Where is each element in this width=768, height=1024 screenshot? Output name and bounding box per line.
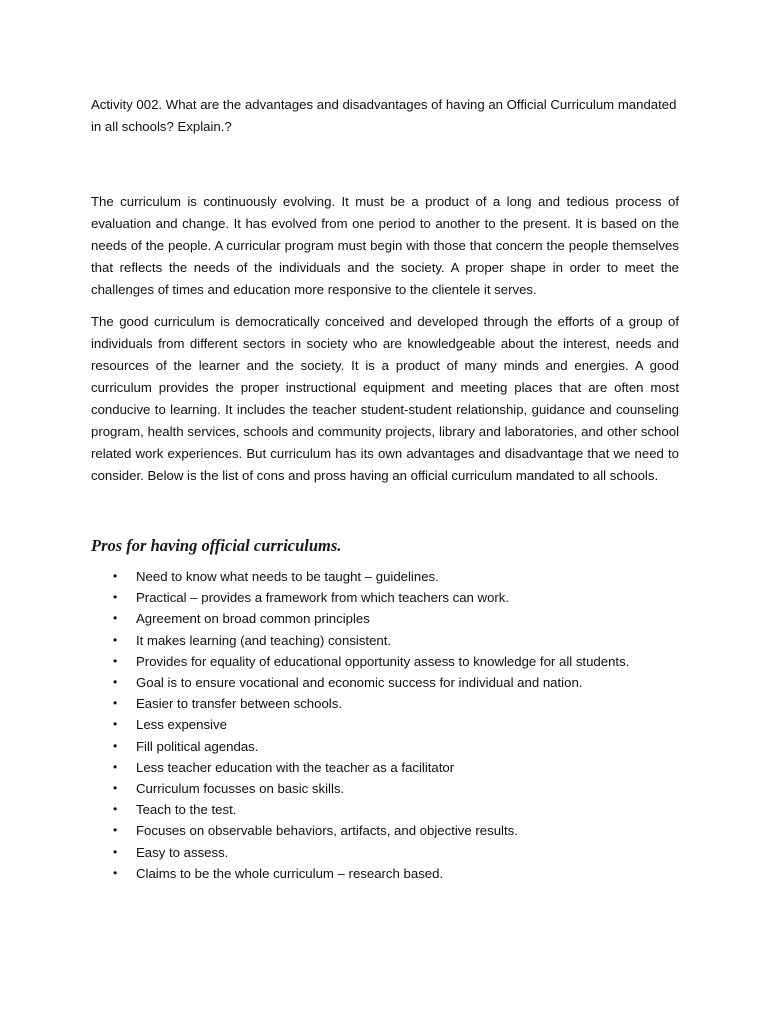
list-item: [91, 757, 679, 778]
paragraph-good-curriculum: The good curriculum is democratically conceived and developed through the efforts of a group of individuals from different sectors in society who are knowledgeable about the interest, needs and resources of the learner and the society. It is a product of many minds and energies. A good curriculum provides the proper instructional equipment and meeting places that are often most conducive to learning. It includes the teacher student-student relationship, guidance and counseling program, health services, schools and community projects, library and laboratories, and other school related work experiences. But curriculum has its own advantages and disadvantage that we need to consider. Below is the list of cons and pross having an official curriculum mandated to all schools.: [91, 314, 679, 483]
list-item: [91, 693, 679, 714]
list-item-text: Agreement on broad common principles: [136, 611, 370, 627]
list-item: [91, 566, 679, 587]
list-item: [91, 778, 679, 799]
bullet-icon: •: [113, 781, 118, 796]
bullet-icon: •: [113, 569, 118, 583]
bullet-icon: •: [113, 844, 118, 859]
paragraph-curriculum-evolving: The curriculum is continuously evolving. It must be a product of a long and tedious process of evaluation and change. It has evolved from one period to another to the present. It is based on the needs of the people. A curricular program must begin with those that concern the people themselves that reflects the needs of the individuals and the society. A proper shape in order to meet the challenges of times and education more responsive to the clientele it serves.: [91, 194, 679, 297]
bullet-icon: •: [113, 590, 118, 605]
list-item-text: Provides for equality of educational opportunity assess to knowledge for all students.: [136, 653, 630, 669]
pros-list: [91, 566, 679, 884]
list-item-text: Practical – provides a framework from which teachers can work.: [136, 590, 510, 606]
list-item-text: Teach to the test.: [136, 802, 237, 818]
list-item-text: It makes learning (and teaching) consistent.: [136, 632, 392, 648]
bullet-icon: •: [113, 717, 118, 732]
list-item-text: Goal is to ensure vocational and economic success for individual and nation.: [136, 675, 583, 691]
document-page: [91, 94, 679, 884]
list-item-text: Fill political agendas.: [136, 738, 259, 754]
bullet-icon: •: [113, 653, 118, 668]
list-item-text: Claims to be the whole curriculum – research based.: [136, 865, 444, 881]
list-item: [91, 651, 679, 672]
list-item-text: Curriculum focusses on basic skills.: [136, 781, 345, 797]
list-item: [91, 736, 679, 757]
bullet-icon: •: [113, 738, 118, 753]
list-item: [91, 608, 679, 629]
bullet-icon: •: [113, 675, 118, 690]
bullet-icon: •: [113, 611, 118, 626]
list-item-text: Easier to transfer between schools.: [136, 696, 342, 712]
list-item: [91, 714, 679, 735]
list-item-text: Need to know what needs to be taught – guidelines.: [136, 569, 439, 584]
list-item: [91, 863, 679, 884]
bullet-icon: •: [113, 823, 118, 838]
bullet-icon: •: [113, 696, 118, 711]
list-item-text: Less teacher education with the teacher as a facilitator: [136, 759, 455, 775]
bullet-icon: •: [113, 759, 118, 774]
bullet-icon: •: [113, 865, 118, 880]
list-item: [91, 799, 679, 820]
bullet-icon: •: [113, 802, 118, 817]
list-item: [91, 672, 679, 693]
list-item-text: Focuses on observable behaviors, artifacts, and objective results.: [136, 823, 518, 839]
list-item: [91, 820, 679, 841]
list-item: [91, 630, 679, 651]
list-item: [91, 587, 679, 608]
list-item: [91, 842, 679, 863]
activity-question: Activity 002. What are the advantages and disadvantages of having an Official Curriculum mandated in all schools? Explain.?: [91, 97, 677, 134]
list-item-text: Easy to assess.: [136, 844, 229, 860]
pros-heading: Pros for having official curriculums.: [91, 536, 342, 555]
bullet-icon: •: [113, 632, 118, 647]
list-item-text: Less expensive: [136, 717, 227, 733]
